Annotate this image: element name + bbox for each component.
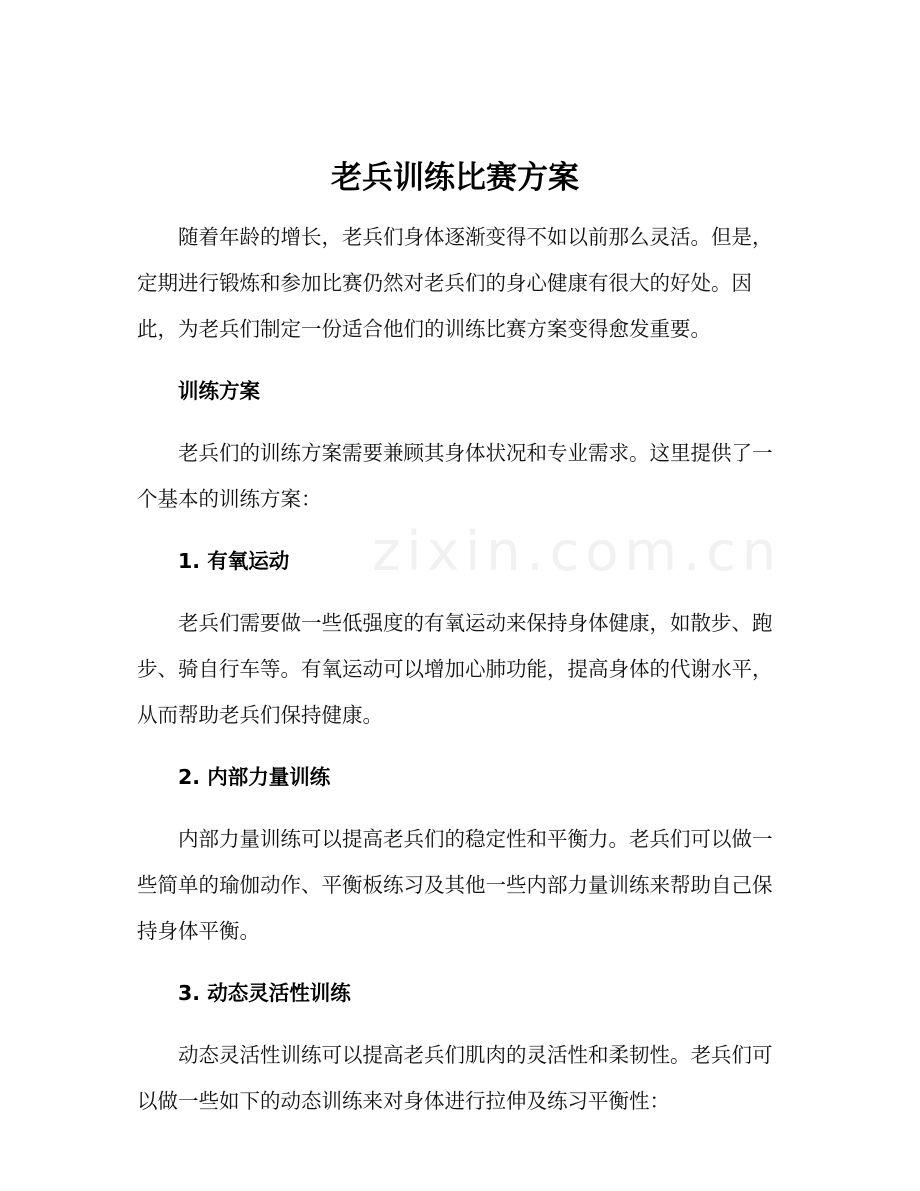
- spacer: [137, 738, 773, 754]
- spacer: [137, 800, 773, 816]
- spacer: [137, 954, 773, 970]
- spacer: [137, 1016, 773, 1032]
- intro-paragraph: 随着年龄的增长，老兵们身体逐渐变得不如以前那么灵活。但是，定期进行锻炼和参加比赛仍然对老兵们的身心健康有很大的好处。因此，为老兵们制定一份适合他们的训练比赛方案变得愈发重要。: [137, 225, 773, 341]
- item-heading-core-strength: 2. 内部力量训练: [178, 765, 331, 789]
- section-heading-training: 训练方案: [178, 379, 260, 403]
- item-heading-flexibility: 3. 动态灵活性训练: [178, 981, 351, 1005]
- document-body: [137, 150, 773, 1124]
- document-title: 老兵训练比赛方案: [331, 160, 579, 196]
- spacer: [137, 584, 773, 600]
- spacer: [137, 414, 773, 430]
- watermark: zixin.com.cn: [372, 520, 783, 583]
- item-paragraph-core-strength: 内部力量训练可以提高老兵们的稳定性和平衡力。老兵们可以做一些简单的瑜伽动作、平衡板练习及其他一些内部力量训练来帮助自己保持身体平衡。: [137, 827, 773, 943]
- item-heading-aerobic: 1. 有氧运动: [178, 549, 290, 573]
- spacer: [137, 206, 773, 214]
- spacer: [137, 522, 773, 538]
- item-paragraph-flexibility: 动态灵活性训练可以提高老兵们肌肉的灵活性和柔韧性。老兵们可以做一些如下的动态训练来对身体进行拉伸及练习平衡性：: [137, 1043, 773, 1113]
- spacer: [137, 352, 773, 368]
- training-intro-paragraph: 老兵们的训练方案需要兼顾其身体状况和专业需求。这里提供了一个基本的训练方案：: [137, 441, 773, 511]
- item-paragraph-aerobic: 老兵们需要做一些低强度的有氧运动来保持身体健康，如散步、跑步、骑自行车等。有氧运动可以增加心肺功能，提高身体的代谢水平，从而帮助老兵们保持健康。: [137, 611, 773, 727]
